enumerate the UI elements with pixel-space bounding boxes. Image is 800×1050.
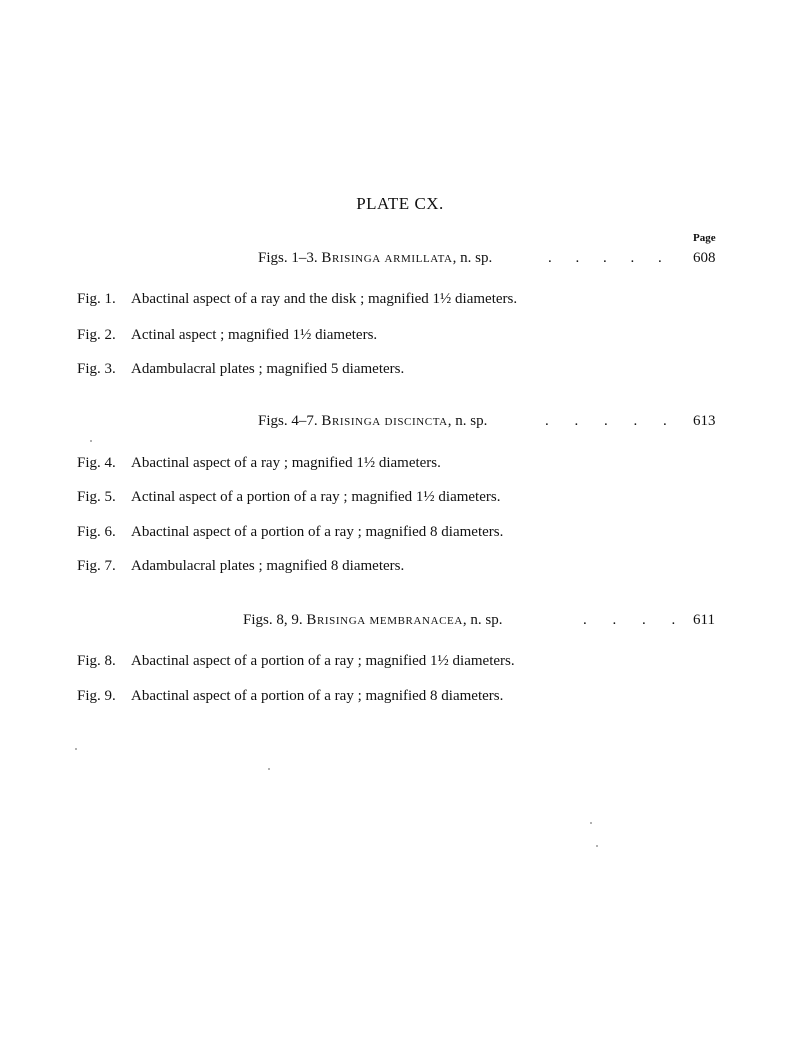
page-column-header: Page bbox=[693, 232, 716, 244]
figure-range: Figs. 8, 9. bbox=[243, 612, 303, 628]
figure-description: Adambulacral plates ; magnified 8 diameters. bbox=[131, 558, 405, 574]
figure-caption bbox=[77, 327, 377, 344]
species-name: armillata bbox=[384, 250, 453, 266]
figure-label: Fig. 4. bbox=[77, 455, 116, 471]
scan-speck bbox=[590, 822, 592, 824]
figure-description: Actinal aspect of a portion of a ray ; magnified 1½ diameters. bbox=[131, 489, 501, 505]
dot-leaders: . . . . bbox=[583, 612, 676, 628]
scan-speck bbox=[268, 768, 270, 770]
scan-speck bbox=[596, 845, 598, 847]
species-name: discincta bbox=[384, 413, 448, 429]
figure-label: Fig. 8. bbox=[77, 653, 116, 669]
figure-caption bbox=[77, 489, 500, 506]
figure-label: Fig. 7. bbox=[77, 558, 116, 574]
genus-name: Brisinga bbox=[321, 250, 381, 266]
figure-description: Abactinal aspect of a portion of a ray ; magnified 8 diameters. bbox=[131, 524, 504, 540]
figure-group-heading bbox=[0, 413, 800, 433]
dot-leaders: . . . . . bbox=[545, 413, 667, 429]
figure-caption bbox=[77, 291, 517, 308]
figure-description: Abactinal aspect of a ray and the disk ; magnified 1½ diameters. bbox=[131, 291, 518, 307]
figure-label: Fig. 5. bbox=[77, 489, 116, 505]
page-number: 608 bbox=[693, 250, 716, 266]
figure-caption bbox=[77, 524, 503, 541]
new-species-note: , n. sp. bbox=[447, 413, 488, 429]
figure-caption bbox=[77, 455, 441, 472]
figure-label: Fig. 2. bbox=[77, 327, 116, 343]
figure-caption bbox=[77, 558, 404, 575]
new-species-note: , n. sp. bbox=[452, 250, 493, 266]
scan-speck bbox=[75, 748, 77, 750]
species-name: membranacea bbox=[369, 612, 463, 628]
figure-caption bbox=[77, 688, 503, 705]
genus-name: Brisinga bbox=[321, 413, 381, 429]
dot-leaders: . . . . . bbox=[548, 250, 662, 266]
new-species-note: , n. sp. bbox=[462, 612, 503, 628]
scan-speck bbox=[90, 440, 92, 442]
figure-group-heading bbox=[0, 612, 800, 632]
figure-range: Figs. 1–3. bbox=[258, 250, 318, 266]
page-number: 611 bbox=[693, 612, 715, 628]
figure-description: Actinal aspect ; magnified 1½ diameters. bbox=[131, 327, 378, 343]
genus-name: Brisinga bbox=[306, 612, 366, 628]
figure-group-heading bbox=[0, 250, 800, 270]
figure-label: Fig. 1. bbox=[77, 291, 116, 307]
figure-label: Fig. 6. bbox=[77, 524, 116, 540]
figure-description: Abactinal aspect of a portion of a ray ; magnified 8 diameters. bbox=[131, 688, 504, 704]
figure-caption bbox=[77, 361, 404, 378]
figure-label: Fig. 3. bbox=[77, 361, 116, 377]
figure-description: Adambulacral plates ; magnified 5 diameters. bbox=[131, 361, 405, 377]
plate-title: PLATE CX. bbox=[356, 194, 444, 213]
page-number: 613 bbox=[693, 413, 716, 429]
figure-description: Abactinal aspect of a ray ; magnified 1½ diameters. bbox=[131, 455, 441, 471]
figure-description: Abactinal aspect of a portion of a ray ; magnified 1½ diameters. bbox=[131, 653, 515, 669]
figure-range: Figs. 4–7. bbox=[258, 413, 318, 429]
figure-label: Fig. 9. bbox=[77, 688, 116, 704]
figure-caption bbox=[77, 653, 515, 670]
